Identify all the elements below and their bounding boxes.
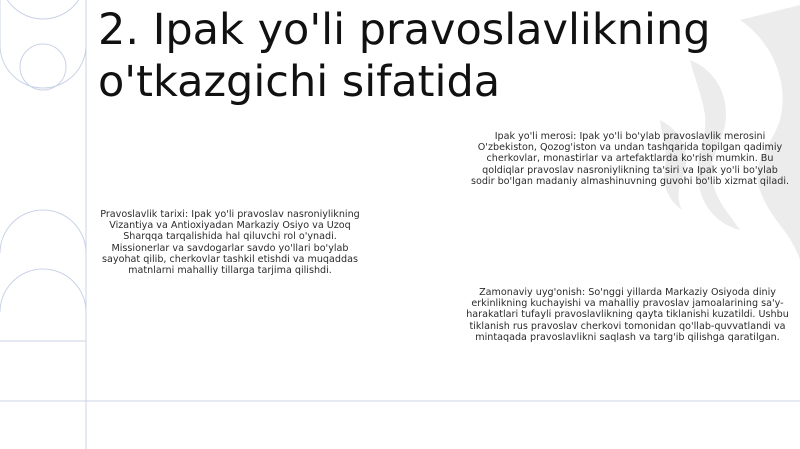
text-block-zamonaviy-uygonish: Zamonaviy uyg'onish: So'nggi yillarda Markaziy Osiyoda diniy erkinlikning kuchayishi va mahalliy pravoslav jamoalarining sa'y-harakatlari tufayli pravoslavlikning qayta tiklanishi kuzatildi. Ushbu tiklanish rus pravoslav cherkovi tomonidan qo'llab-quvvatlandi va mintaqada pravoslavlikni saqlash va targ'ib qilishga qaratilgan. [466, 287, 789, 343]
small-circle [20, 44, 66, 90]
lower-arc [0, 269, 86, 312]
middle-arc [0, 210, 86, 253]
text-block-ipak-yoli-merosi: Ipak yo'li merosi: Ipak yo'li bo'ylab pravoslavlik merosini O'zbekiston, Qozog'iston va undan tashqarida topilgan qadimiy cherkovlar, monastirlar va artefaktlarda ko'rish mumkin. Bu qoldiqlar pravoslav nasroniylikning ta'siri va Ipak yo'li bo'ylab sodir bo'lgan madaniy almashinuvning guvohi bo'lib xizmat qiladi. [470, 131, 790, 187]
text-block-pravoslavlik-tarixi: Pravoslavlik tarixi: Ipak yo'li pravoslav nasroniylikning Vizantiya va Antioxiyadan Markaziy Osiyo va Uzoq Sharqqa tarqalishida hal qiluvchi rol o'ynadi. Missionerlar va savdogarlar savdo yo'llari bo'ylab sayohat qilib, cherkovlar tashkil etishdi va muqaddas matnlarni mahalliy tillarga tarjima qilishdi. [100, 209, 360, 277]
slide-title: 2. Ipak yo'li pravoslavlikning o'tkazgichi sifatida [98, 5, 711, 107]
